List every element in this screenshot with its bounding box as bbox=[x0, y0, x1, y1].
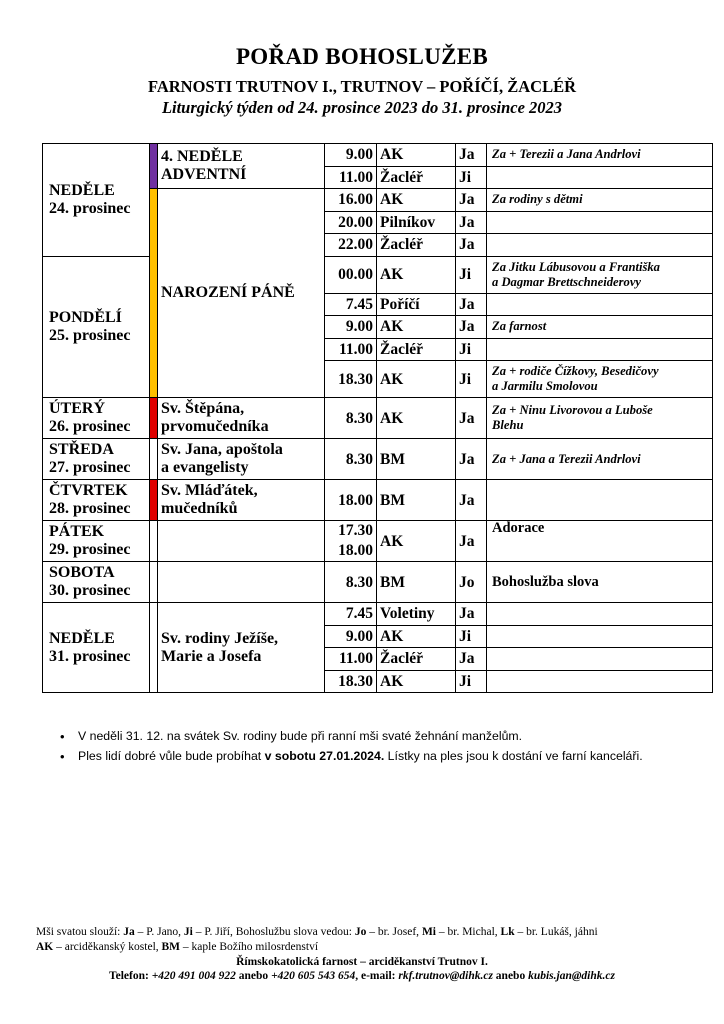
feast-cell: Sv. Mláďátek, mučedníků bbox=[158, 480, 325, 521]
liturgical-color-bar bbox=[150, 562, 158, 603]
liturgical-color-bar bbox=[150, 144, 158, 189]
footer-text-segment: – arciděkanský kostel, bbox=[53, 941, 162, 953]
day-cell: NEDĚLE 24. prosinec bbox=[43, 144, 150, 257]
intention-cell bbox=[487, 648, 713, 671]
time-cell: 9.00 bbox=[325, 625, 377, 648]
place-cell: Žacléř bbox=[377, 234, 456, 257]
intention-cell: Za + Jana a Terezii Andrlovi bbox=[487, 439, 713, 480]
place-cell: AK bbox=[377, 256, 456, 293]
footer-text-segment: – br. Michal, bbox=[436, 926, 501, 938]
liturgical-color-bar bbox=[150, 189, 158, 398]
feast-cell bbox=[158, 562, 325, 603]
priest-cell: Ja bbox=[456, 648, 487, 671]
priest-cell: Ji bbox=[456, 256, 487, 293]
footer-text-segment: +420 605 543 654 bbox=[271, 970, 356, 982]
footer-legend bbox=[36, 940, 696, 955]
priest-cell: Ji bbox=[456, 338, 487, 361]
place-cell: AK bbox=[377, 189, 456, 212]
footer-text-segment: – kaple Božího milosrdenství bbox=[180, 941, 319, 953]
intention-cell: Za farnost bbox=[487, 316, 713, 339]
footer-text-segment: Mši svatou slouží: bbox=[36, 926, 124, 938]
priest-cell: Jo bbox=[456, 562, 487, 603]
priest-cell: Ja bbox=[456, 439, 487, 480]
feast-cell: Sv. rodiny Ježíše, Marie a Josefa bbox=[158, 603, 325, 693]
priest-cell: Ji bbox=[456, 670, 487, 693]
footer-text-segment: Ja bbox=[123, 926, 135, 938]
time-cell: 18.00 bbox=[325, 480, 377, 521]
day-cell: ÚTERÝ 26. prosinec bbox=[43, 398, 150, 439]
footer-text-segment: Ji bbox=[183, 926, 193, 938]
time-cell: 9.00 bbox=[325, 316, 377, 339]
intention-cell bbox=[487, 670, 713, 693]
place-cell: BM bbox=[377, 439, 456, 480]
feast-cell: Sv. Štěpána, prvomučedníka bbox=[158, 398, 325, 439]
time-cell: 22.00 bbox=[325, 234, 377, 257]
table-row bbox=[43, 562, 713, 603]
liturgical-color-bar bbox=[150, 480, 158, 521]
footer-text-segment: kubis.jan@dihk.cz bbox=[528, 970, 615, 982]
footer-text-segment: +420 491 004 922 bbox=[151, 970, 236, 982]
priest-cell: Ja bbox=[456, 189, 487, 212]
time-cell: 8.30 bbox=[325, 439, 377, 480]
liturgical-color-bar bbox=[150, 603, 158, 693]
place-cell: Žacléř bbox=[377, 648, 456, 671]
place-cell: AK bbox=[377, 521, 456, 562]
liturgical-color-bar bbox=[150, 521, 158, 562]
time-cell: 16.00 bbox=[325, 189, 377, 212]
footer-text-segment: anebo bbox=[492, 970, 529, 982]
footer-text-segment: Lk bbox=[500, 926, 515, 938]
time-cell: 17.30 18.00 bbox=[325, 521, 377, 562]
table-row bbox=[43, 144, 713, 167]
place-cell: Žacléř bbox=[377, 166, 456, 189]
intention-cell bbox=[487, 625, 713, 648]
note-item: • V neděli 31. 12. na svátek Sv. rodiny bude při ranní mši svaté žehnání manželům. bbox=[60, 728, 696, 745]
time-cell: 8.30 bbox=[325, 562, 377, 603]
intention-cell: Za + rodiče Čížkovy, Besedičovy a Jarmilu Smolovou bbox=[487, 361, 713, 398]
place-cell: BM bbox=[377, 562, 456, 603]
note-item: • Ples lidí dobré vůle bude probíhat v sobotu 27.01.2024. Lístky na ples jsou k dostání ve farní kanceláři. bbox=[60, 748, 696, 765]
footer-text-segment: Jo bbox=[354, 926, 367, 938]
day-cell: NEDĚLE 31. prosinec bbox=[43, 603, 150, 693]
time-cell: 11.00 bbox=[325, 648, 377, 671]
priest-cell: Ja bbox=[456, 144, 487, 167]
time-cell: 18.30 bbox=[325, 361, 377, 398]
day-cell: ČTVRTEK 28. prosinec bbox=[43, 480, 150, 521]
footer-parish-name: Římskokatolická farnost – arciděkanství Trutnov I. bbox=[236, 956, 488, 968]
place-cell: AK bbox=[377, 361, 456, 398]
liturgical-color-bar bbox=[150, 439, 158, 480]
intention-cell bbox=[487, 480, 713, 521]
priest-cell: Ja bbox=[456, 293, 487, 316]
footer-text-segment: – P. Jano, bbox=[134, 926, 184, 938]
table-row bbox=[43, 521, 713, 562]
priest-cell: Ji bbox=[456, 361, 487, 398]
footer-text-segment: – br. Lukáš, jáhni bbox=[514, 926, 598, 938]
feast-cell: 4. NEDĚLE ADVENTNÍ bbox=[158, 144, 325, 189]
intention-cell bbox=[487, 603, 713, 626]
footer-text-segment: rkf.trutnov@dihk.cz bbox=[398, 970, 493, 982]
intention-cell: Za Jitku Lábusovou a Františka a Dagmar Brettschneiderovy bbox=[487, 256, 713, 293]
footer-text-segment: anebo bbox=[235, 970, 272, 982]
intention-cell: Adorace bbox=[487, 521, 713, 562]
footer-text-segment: Mi bbox=[421, 926, 436, 938]
place-cell: Voletiny bbox=[377, 603, 456, 626]
time-cell: 20.00 bbox=[325, 211, 377, 234]
intention-cell: Za + Terezii a Jana Andrlovi bbox=[487, 144, 713, 167]
feast-cell: NAROZENÍ PÁNĚ bbox=[158, 189, 325, 398]
liturgical-color-bar bbox=[150, 398, 158, 439]
table-row bbox=[43, 398, 713, 439]
footer-text-segment: Telefon: bbox=[109, 970, 152, 982]
intention-cell: Za rodiny s dětmi bbox=[487, 189, 713, 212]
place-cell: Poříčí bbox=[377, 293, 456, 316]
footer-contact bbox=[0, 969, 724, 984]
day-cell: PÁTEK 29. prosinec bbox=[43, 521, 150, 562]
time-cell: 8.30 bbox=[325, 398, 377, 439]
table-row bbox=[43, 439, 713, 480]
intention-cell bbox=[487, 293, 713, 316]
priest-cell: Ja bbox=[456, 398, 487, 439]
time-cell: 11.00 bbox=[325, 166, 377, 189]
table-row bbox=[43, 603, 713, 626]
intention-cell: Bohoslužba slova bbox=[487, 562, 713, 603]
time-cell: 11.00 bbox=[325, 338, 377, 361]
feast-cell: Sv. Jana, apoštola a evangelisty bbox=[158, 439, 325, 480]
parish-subtitle: FARNOSTI TRUTNOV I., TRUTNOV – POŘÍČÍ, ŽACLÉŘ bbox=[147, 77, 576, 96]
notes-list bbox=[60, 728, 696, 768]
footer-text-segment: , e-mail: bbox=[355, 970, 399, 982]
intention-cell bbox=[487, 211, 713, 234]
priest-cell: Ja bbox=[456, 521, 487, 562]
intention-cell bbox=[487, 234, 713, 257]
priest-cell: Ja bbox=[456, 480, 487, 521]
priest-cell: Ji bbox=[456, 625, 487, 648]
time-cell: 7.45 bbox=[325, 603, 377, 626]
day-cell: PONDĚLÍ 25. prosinec bbox=[43, 256, 150, 398]
schedule-table bbox=[42, 143, 713, 693]
intention-cell: Za + Ninu Livorovou a Luboše Blehu bbox=[487, 398, 713, 439]
time-cell: 18.30 bbox=[325, 670, 377, 693]
place-cell: AK bbox=[377, 144, 456, 167]
time-cell: 7.45 bbox=[325, 293, 377, 316]
priest-cell: Ja bbox=[456, 234, 487, 257]
place-cell: AK bbox=[377, 316, 456, 339]
day-cell: SOBOTA 30. prosinec bbox=[43, 562, 150, 603]
priest-cell: Ja bbox=[456, 316, 487, 339]
place-cell: AK bbox=[377, 625, 456, 648]
priest-cell: Ja bbox=[456, 603, 487, 626]
place-cell: Žacléř bbox=[377, 338, 456, 361]
place-cell: AK bbox=[377, 398, 456, 439]
footer-text-segment: AK bbox=[36, 941, 54, 953]
place-cell: AK bbox=[377, 670, 456, 693]
day-cell: STŘEDA 27. prosinec bbox=[43, 439, 150, 480]
time-cell: 9.00 bbox=[325, 144, 377, 167]
priest-cell: Ja bbox=[456, 211, 487, 234]
feast-cell bbox=[158, 521, 325, 562]
place-cell: BM bbox=[377, 480, 456, 521]
footer-text-segment: – P. Jiří, Bohoslužbu slova vedou: bbox=[192, 926, 355, 938]
footer-text-segment: BM bbox=[161, 941, 181, 953]
priest-cell: Ji bbox=[456, 166, 487, 189]
place-cell: Pilníkov bbox=[377, 211, 456, 234]
footer-text-segment: – br. Josef, bbox=[366, 926, 422, 938]
intention-cell bbox=[487, 338, 713, 361]
page-title: POŘAD BOHOSLUŽEB bbox=[235, 44, 489, 69]
table-row bbox=[43, 480, 713, 521]
time-cell: 00.00 bbox=[325, 256, 377, 293]
intention-cell bbox=[487, 166, 713, 189]
table-row bbox=[43, 256, 713, 293]
footer-ministers bbox=[36, 925, 696, 940]
week-subtitle: Liturgický týden od 24. prosince 2023 do 31. prosince 2023 bbox=[161, 98, 563, 117]
